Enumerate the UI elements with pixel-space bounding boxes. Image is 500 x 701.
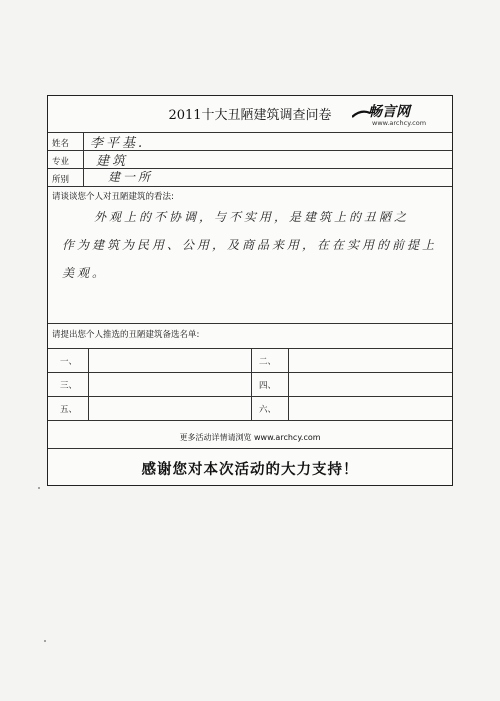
divider — [48, 372, 452, 373]
nominee-label-6: 六、 — [259, 405, 277, 415]
nominee-label-5: 五、 — [60, 405, 78, 415]
affiliation-value[interactable]: 建一所 — [108, 170, 154, 184]
form-title: 2011十大丑陋建筑调查问卷 — [168, 108, 332, 123]
major-label: 专业 — [52, 157, 70, 167]
divider — [83, 132, 84, 186]
divider — [48, 186, 452, 187]
thanks-message: 感谢您对本次活动的大力支持！ — [141, 462, 359, 478]
nominee-label-1: 一、 — [60, 357, 78, 367]
nominee-label-2: 二、 — [259, 357, 277, 367]
divider — [48, 348, 452, 349]
archcy-logo — [352, 101, 438, 131]
nominee-label-4: 四、 — [259, 381, 277, 391]
name-value[interactable]: 李平基. — [90, 136, 146, 151]
name-label: 姓名 — [52, 139, 70, 149]
divider — [251, 348, 252, 420]
divider — [288, 348, 289, 420]
answer-line[interactable]: 外观上的不协调，与不实用，是建筑上的丑陋之 — [94, 210, 410, 224]
logo-text: 畅言网 — [368, 104, 410, 120]
answer-line[interactable]: 美观。 — [62, 266, 108, 280]
divider — [48, 448, 452, 449]
survey-form — [47, 95, 453, 486]
answer-line[interactable]: 作为建筑为民用、公用，及商品来用，在在实用的前提上 — [62, 238, 438, 252]
scan-speck — [44, 640, 46, 642]
divider — [48, 323, 452, 324]
scan-speck — [38, 487, 40, 489]
affiliation-label: 所别 — [52, 175, 70, 185]
more-info-link[interactable]: 更多活动详情请浏览 www.archcy.com — [179, 433, 321, 442]
question-nominees: 请提出您个人推选的丑陋建筑备选名单: — [52, 330, 200, 340]
logo-url: www.archcy.com — [372, 119, 427, 127]
divider — [48, 396, 452, 397]
nominee-label-3: 三、 — [60, 381, 78, 391]
divider — [48, 420, 452, 421]
major-value[interactable]: 建筑 — [96, 154, 129, 169]
question-opinion: 请谈谈您个人对丑陋建筑的看法: — [52, 192, 174, 202]
divider — [88, 348, 89, 420]
